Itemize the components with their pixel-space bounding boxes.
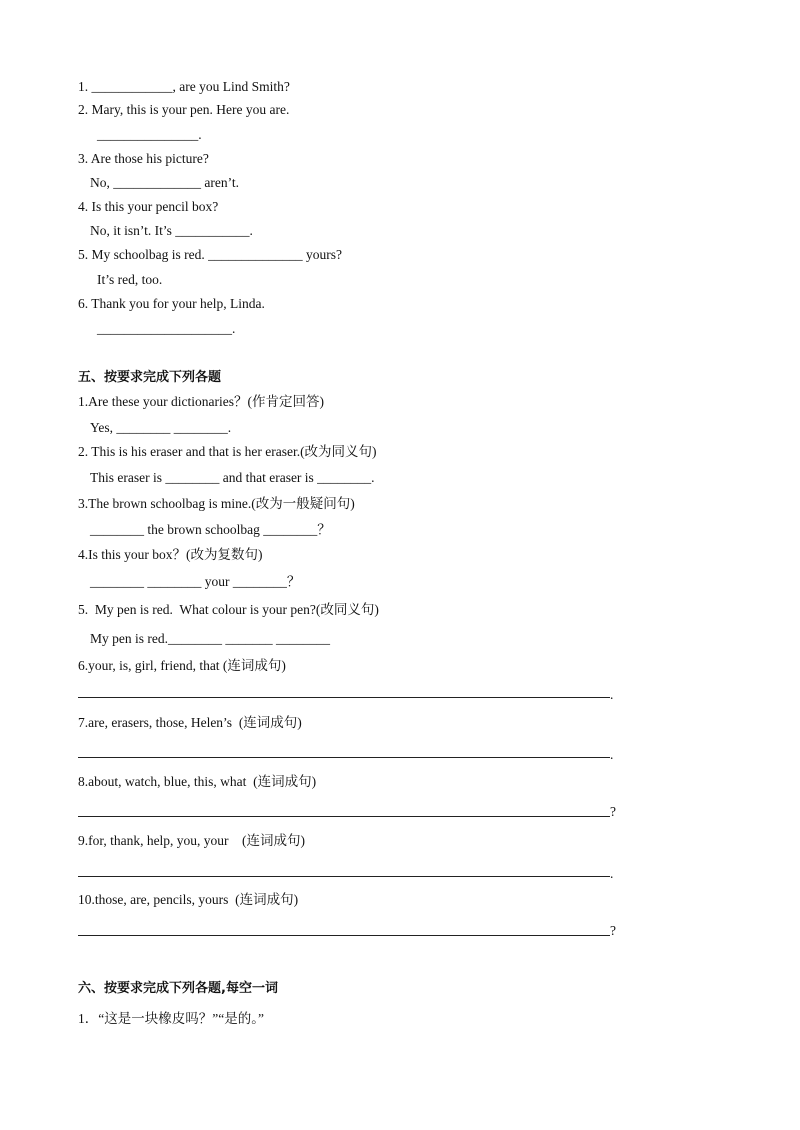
answer-4-3: No, _____________ aren’t.: [90, 175, 239, 190]
answer-line-5-10: [78, 935, 610, 936]
answer-4-2: _______________.: [97, 127, 202, 142]
question-5-1: 1.Are these your dictionaries？(作肯定回答): [78, 394, 324, 409]
answer-5-1: Yes, ________ ________.: [90, 420, 232, 435]
answer-line-5-8: [78, 816, 610, 817]
end-mark-5-9: .: [610, 866, 614, 881]
question-6-1: 1．“这是一块橡皮吗？”“是的。”: [78, 1011, 264, 1026]
end-mark-5-7: .: [610, 747, 614, 762]
question-4-3: 3. Are those his picture?: [78, 151, 209, 166]
answer-4-6: ____________________.: [97, 321, 236, 336]
section-6-heading: 六、按要求完成下列各题,每空一词: [78, 981, 278, 996]
question-4-6: 6. Thank you for your help, Linda.: [78, 296, 265, 311]
question-5-2: 2. This is his eraser and that is her eraser.(改为同义句): [78, 444, 377, 459]
answer-line-5-7: [78, 757, 610, 758]
question-5-4: 4.Is this your box？(改为复数句): [78, 547, 263, 562]
question-5-9: 9.for, thank, help, you, your (连词成句): [78, 833, 306, 848]
question-5-10: 10.those, are, pencils, yours (连词成句): [78, 892, 299, 907]
end-mark-5-6: .: [610, 687, 614, 702]
question-4-4: 4. Is this your pencil box?: [78, 199, 219, 214]
question-4-1: 1. ____________, are you Lind Smith?: [78, 79, 290, 94]
question-5-3: 3.The brown schoolbag is mine.(改为一般疑问句): [78, 496, 355, 511]
answer-5-3: ________ the brown schoolbag ________？: [90, 522, 331, 537]
answer-4-4: No, it isn’t. It’s ___________.: [90, 223, 253, 238]
section-5-heading: 五、按要求完成下列各题: [78, 370, 222, 385]
question-5-8: 8.about, watch, blue, this, what (连词成句): [78, 774, 317, 789]
answer-line-5-6: [78, 697, 610, 698]
question-5-5: 5. My pen is red. What colour is your pen?(改同义句): [78, 602, 379, 617]
question-4-5: 5. My schoolbag is red. ______________ yours?: [78, 247, 342, 262]
end-mark-5-10: ?: [610, 923, 616, 938]
end-mark-5-8: ?: [610, 804, 616, 819]
answer-line-5-9: [78, 876, 610, 877]
answer-5-4: ________ ________ your ________？: [90, 574, 301, 589]
answer-5-5: My pen is red.________ _______ ________: [90, 631, 330, 646]
question-5-7: 7.are, erasers, those, Helen’s (连词成句): [78, 715, 302, 730]
question-4-2: 2. Mary, this is your pen. Here you are.: [78, 102, 290, 117]
question-5-6: 6.your, is, girl, friend, that (连词成句): [78, 658, 286, 673]
answer-5-2: This eraser is ________ and that eraser is ________.: [90, 470, 375, 485]
answer-4-5: It’s red, too.: [97, 272, 163, 287]
